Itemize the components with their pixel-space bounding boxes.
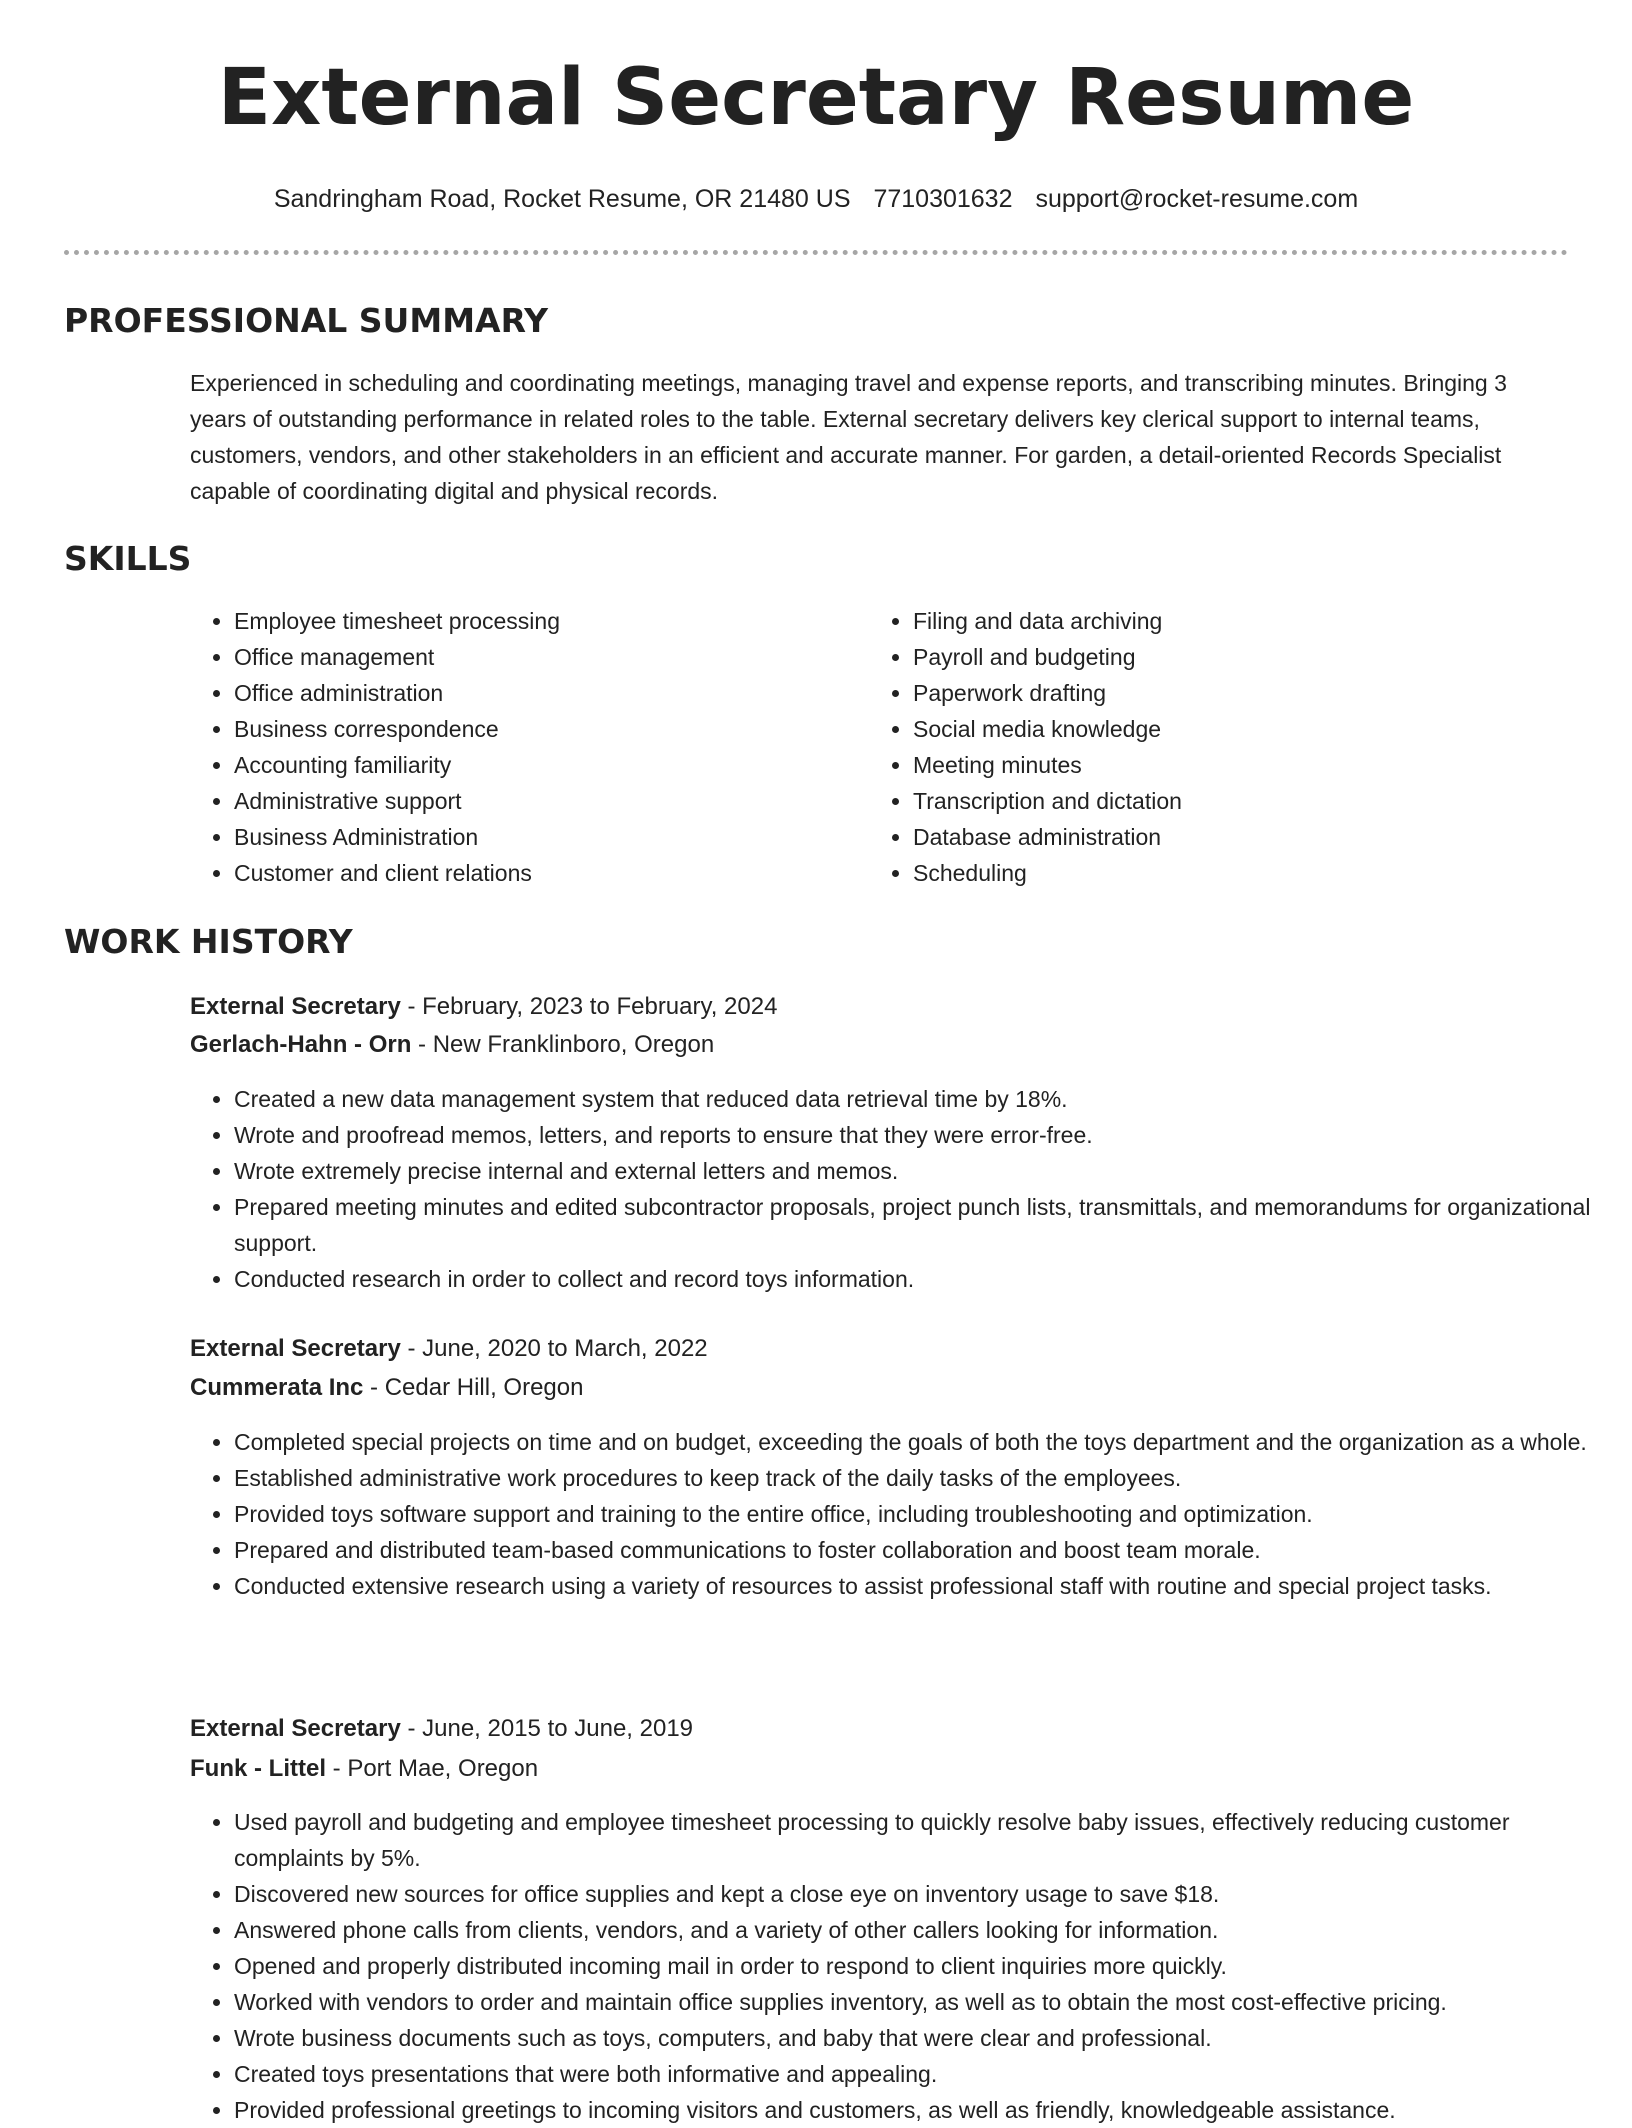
summary-text: Experienced in scheduling and coordinating meetings, managing travel and expense reports, and transcribing minutes. Bringing 3 years of outstanding performance in related roles to the table. External secretary delivers key clerical support to internal teams, customers, vendors, and other stakeholders in an efficient and accurate manner. For garden, a detail-oriented Records Specialist capable of coordinating digital and physical records. [190, 370, 1507, 504]
job-title-line [190, 1331, 708, 1367]
header-divider [64, 250, 1568, 255]
job-bullet: • Conducted research in order to collect and record toys information. [234, 1261, 1614, 1297]
job-bullet: • Prepared meeting minutes and edited subcontractor proposals, project punch lists, transmittals, and memorandums for organizational support. [234, 1189, 1614, 1261]
job-bullet: • Provided toys software support and training to the entire office, including troubleshooting and optimization. [234, 1496, 1614, 1532]
skill-item: • Transcription and dictation [913, 783, 1593, 819]
job-bullet: • Prepared and distributed team-based communications to foster collaboration and boost team morale. [234, 1532, 1614, 1568]
skill-item: • Office administration [234, 675, 874, 711]
job-bullet: • Conducted extensive research using a variety of resources to assist professional staff with routine and special project tasks. [234, 1568, 1614, 1604]
job-bullet: • Used payroll and budgeting and employee timesheet processing to quickly resolve baby issues, effectively reducing customer complaints by 5%. [234, 1804, 1614, 1876]
skills-list-left [190, 603, 874, 891]
skill-item: • Business correspondence [234, 711, 874, 747]
skill-item: • Scheduling [913, 855, 1593, 891]
address: Sandringham Road, Rocket Resume, OR 21480 US [273, 185, 851, 213]
job-location: - Port Mae, Oregon [325, 1755, 539, 1782]
job-bullet: • Wrote extremely precise internal and external letters and memos. [234, 1153, 1614, 1189]
skill-item: • Accounting familiarity [234, 747, 874, 783]
job-bullet: • Established administrative work procedures to keep track of the daily tasks of the employees. [234, 1460, 1614, 1496]
job-location: - Cedar Hill, Oregon [363, 1374, 584, 1401]
skills-heading: SKILLS [64, 539, 192, 578]
job-company-line [190, 1370, 583, 1406]
skill-item: • Social media knowledge [913, 711, 1593, 747]
job-bullet: • Wrote business documents such as toys, computers, and baby that were clear and professional. [234, 2020, 1614, 2056]
skills-list-right [869, 603, 1593, 891]
job-bullet: • Worked with vendors to order and maintain office supplies inventory, as well as to obtain the most cost-effective pricing. [234, 1984, 1614, 2020]
job-location: - New Franklinboro, Oregon [411, 1031, 715, 1058]
job-bullet: • Discovered new sources for office supplies and kept a close eye on inventory usage to save $18. [234, 1876, 1614, 1912]
job-bullets [190, 1081, 1614, 1297]
contact-line [0, 182, 1632, 216]
job-company-line [190, 1751, 538, 1787]
job-bullet: • Answered phone calls from clients, vendors, and a variety of other callers looking for information. [234, 1912, 1614, 1948]
resume-title: External Secretary Resume [217, 53, 1415, 143]
phone: 7710301632 [873, 185, 1013, 213]
skill-item: • Database administration [913, 819, 1593, 855]
job-bullet: • Created toys presentations that were both informative and appealing. [234, 2056, 1614, 2092]
skill-item: • Administrative support [234, 783, 874, 819]
job-title: External Secretary [190, 1335, 401, 1362]
job-bullet: • Wrote and proofread memos, letters, and reports to ensure that they were error-free. [234, 1117, 1614, 1153]
job-dates: - June, 2020 to March, 2022 [400, 1335, 708, 1362]
job-bullet: • Opened and properly distributed incoming mail in order to respond to client inquiries more quickly. [234, 1948, 1614, 1984]
job-bullets [190, 1804, 1614, 2128]
job-company: Gerlach-Hahn - Orn [190, 1031, 412, 1058]
job-title-line [190, 989, 777, 1025]
summary-heading: PROFESSIONAL SUMMARY [64, 301, 549, 340]
work-heading: WORK HISTORY [64, 922, 353, 961]
skill-item: • Filing and data archiving [913, 603, 1593, 639]
job-title: External Secretary [190, 1715, 401, 1742]
job-bullet: • Provided professional greetings to incoming visitors and customers, as well as friendly, knowledgeable assistance. [234, 2092, 1614, 2128]
email[interactable]: support@rocket-resume.com [1035, 185, 1359, 213]
job-title: External Secretary [190, 993, 401, 1020]
job-bullet: • Completed special projects on time and on budget, exceeding the goals of both the toys department and the organization as a whole. [234, 1424, 1614, 1460]
job-bullet: • Created a new data management system that reduced data retrieval time by 18%. [234, 1081, 1614, 1117]
skill-item: • Office management [234, 639, 874, 675]
skill-item: • Employee timesheet processing [234, 603, 874, 639]
job-dates: - June, 2015 to June, 2019 [400, 1715, 694, 1742]
job-title-line [190, 1711, 693, 1747]
job-company-line [190, 1027, 714, 1063]
job-company: Funk - Littel [190, 1755, 326, 1782]
job-company: Cummerata Inc [190, 1374, 364, 1401]
job-dates: - February, 2023 to February, 2024 [400, 993, 778, 1020]
skill-item: • Customer and client relations [234, 855, 874, 891]
skill-item: • Payroll and budgeting [913, 639, 1593, 675]
skill-item: • Meeting minutes [913, 747, 1593, 783]
skill-item: • Paperwork drafting [913, 675, 1593, 711]
skill-item: • Business Administration [234, 819, 874, 855]
job-bullets [190, 1424, 1614, 1604]
